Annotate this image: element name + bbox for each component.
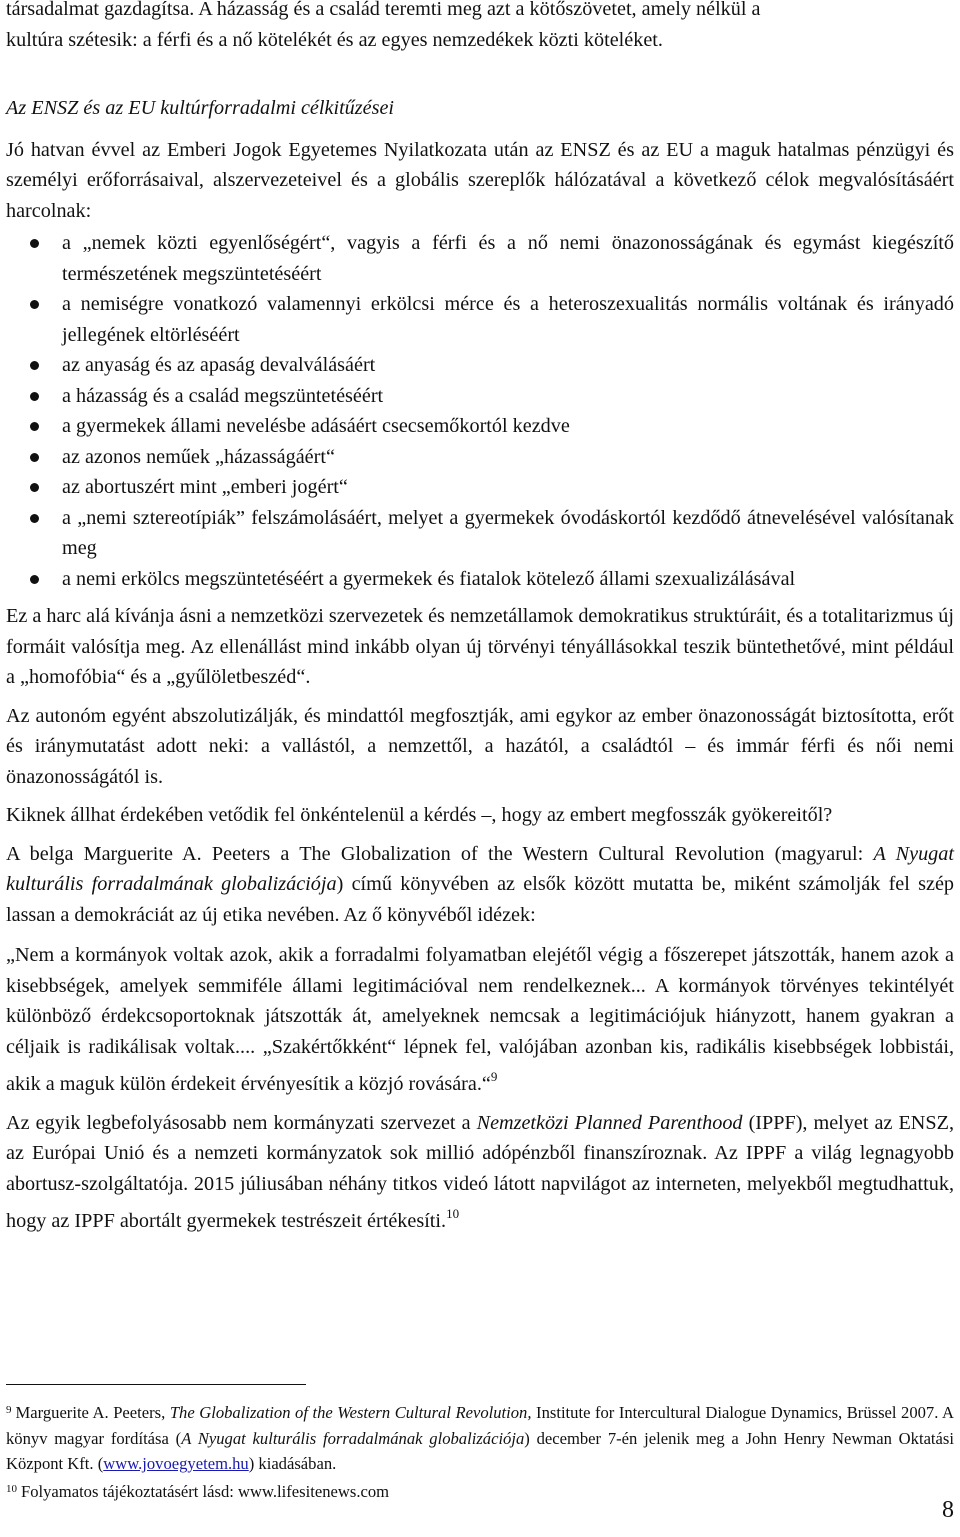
- peeters-book-title-hu: A Nyugat kulturális forradalmának globalizációja: [6, 842, 954, 895]
- intro-paragraph: [6, 0, 954, 55]
- paragraph-autonomous-individual: Az autonóm egyént abszolutizálják, és mindattól megfosztják, ami egykor az ember önazonosságát biztosította, erőt és iránymutatást adott neki: a vallástól, a nemzettől, a hazától, a családtól – és immár férfi és női nemi önazonosságától is.: [6, 704, 954, 788]
- goal-item: a gyermekek állami nevelésbe adásáért csecsemőkortól kezdve: [6, 411, 954, 442]
- ippf-text-after: (IPPF), melyet az ENSZ, az Európai Unió és a nemzeti kormányzatok sok millió adópénzből finanszíroznak. Az IPPF a világ legnagyobb abortusz-szolgáltatója. 2015 júliusában néhány titkos videó látott napvilágot az interneten, melyekből megtudhattuk, hogy az IPPF abortált gyermekek testrészeit értékesíti.: [6, 1111, 954, 1232]
- intro-line-1: társadalmat gazdagítsa. A házasság és a család teremti meg azt a kötőszövetet, amely nélkül a: [6, 0, 761, 20]
- paragraph-ippf: [6, 1108, 954, 1237]
- footnote-ref-10[interactable]: 10: [446, 1206, 460, 1221]
- fn9-text-mid: Institute for Intercultural Dialogue Dynamics, Brüssel 2007. A könyv magyar fordítása (: [6, 1403, 954, 1448]
- fn9-text-mid2: ) december 7-én jelenik meg a John Henry Newman Oktatási Központ Kft. (: [6, 1428, 954, 1473]
- fn9-book-title-hu: A Nyugat kulturális forradalmának globalizációja: [181, 1428, 525, 1448]
- footnote-9: [6, 1398, 954, 1477]
- goal-item: az abortuszért mint „emberi jogért“: [6, 472, 954, 503]
- peeters-text-before: A belga Marguerite A. Peeters a The Globalization of the Western Cultural Revolution (magyarul:: [6, 842, 874, 865]
- goal-item: a „nemek közti egyenlőségért“, vagyis a férfi és a nő nemi önazonosságának és egymást kiegészítő természetének megszüntetéséért: [6, 228, 954, 289]
- paragraph-peeters: [6, 839, 954, 931]
- goal-item: a nemi erkölcs megszüntetéséért a gyermekek és fiatalok kötelező állami szexualizálásával: [6, 564, 954, 595]
- fn10-text: Folyamatos tájékoztatásért lásd: www.lifesitenews.com: [21, 1481, 390, 1501]
- footnote-10-number: 10: [6, 1482, 17, 1495]
- fn9-text-end: ) kiadásában.: [248, 1454, 337, 1473]
- quote-text: „Nem a kormányok voltak azok, akik a forradalmi folyamatban elejétől végig a főszerepet játszották, hanem azok a kisebbségek, amelyek semmiféle állami legitimációval nem rendelkeznek... A kormányok törvényes tekintélyét különböző érdekcsoportoknak játszották át, amelyeknek nemcsak a legitimációjuk hiányzott, hanem gyakran a céljaik is radikálisak voltak.... „Szakértőkként“ lépnek fel, valójában azonban kis, radikális kisebbségek lobbistái, akik a maguk külön érdekeit érvényesítik a közjó rovására.“: [6, 944, 954, 1095]
- footnote-ref-9[interactable]: 9: [490, 1069, 498, 1084]
- footnote-divider: [6, 1384, 306, 1385]
- fn9-book-title: The Globalization of the Western Cultural Revolution,: [169, 1403, 532, 1422]
- paragraph-struggle: Ez a harc alá kívánja ásni a nemzetközi szervezetek és nemzetállamok demokratikus struktúráit, és a totalitarizmus új formáit valósítja meg. Az ellenállást mind inkább olyan új törvényi tényállásokkal teszik büntethetővé, mint például a „homofóbia“ és a „gyűlöletbeszéd“.: [6, 605, 954, 688]
- goal-item: az anyaság és az apaság devalválásáért: [6, 350, 954, 381]
- ippf-org-name: Nemzetközi Planned Parenthood: [476, 1111, 743, 1134]
- intro-line-2: kultúra szétesik: a férfi és a nő kötelékét és az egyes nemzedékek közti köteléket.: [6, 28, 663, 51]
- fn9-text-before: Marguerite A. Peeters,: [15, 1403, 170, 1422]
- section-heading: Az ENSZ és az EU kultúrforradalmi célkitűzései: [6, 97, 395, 119]
- document-page: [6, 0, 954, 1237]
- footnote-10: [6, 1477, 954, 1505]
- goals-list: [6, 228, 954, 594]
- quote-paragraph: [6, 940, 954, 1100]
- page-number: 8: [942, 1497, 954, 1523]
- goal-item: a „nemi sztereotípiák” felszámolásáért, melyet a gyermekek óvodáskortól kezdődő átnevelésével valósítanak meg: [6, 503, 954, 564]
- jovoegyetem-link[interactable]: www.jovoegyetem.hu: [103, 1454, 249, 1473]
- footnotes: [6, 1398, 954, 1504]
- peeters-text-after: ) című könyvében az elsők között mutatta be, miként számolják fel szép lassan a demokráciát az új etika nevében. Az ő könyvéből idézek:: [6, 873, 955, 926]
- ippf-text-before: Az egyik legbefolyásosabb nem kormányzati szervezet a: [6, 1111, 477, 1134]
- goal-item: az azonos neműek „házasságáért“: [6, 442, 954, 473]
- goal-item: a házasság és a család megszüntetéséért: [6, 381, 954, 412]
- footnote-9-number: 9: [6, 1404, 12, 1416]
- paragraph-question: Kiknek állhat érdekében vetődik fel önkéntelenül a kérdés –, hogy az embert megfosszák gyökereitől?: [6, 804, 833, 826]
- lead-paragraph: Jó hatvan évvel az Emberi Jogok Egyetemes Nyilatkozata után az ENSZ és az EU a maguk hatalmas pénzügyi és személyi erőforrásaival, alszervezeteivel és a globális szereplők hálózatával a következő célok megvalósításáért harcolnak:: [6, 138, 954, 222]
- goal-item: a nemiségre vonatkozó valamennyi erkölcsi mérce és a heteroszexualitás normális voltának és irányadó jellegének eltörléséért: [6, 289, 954, 350]
